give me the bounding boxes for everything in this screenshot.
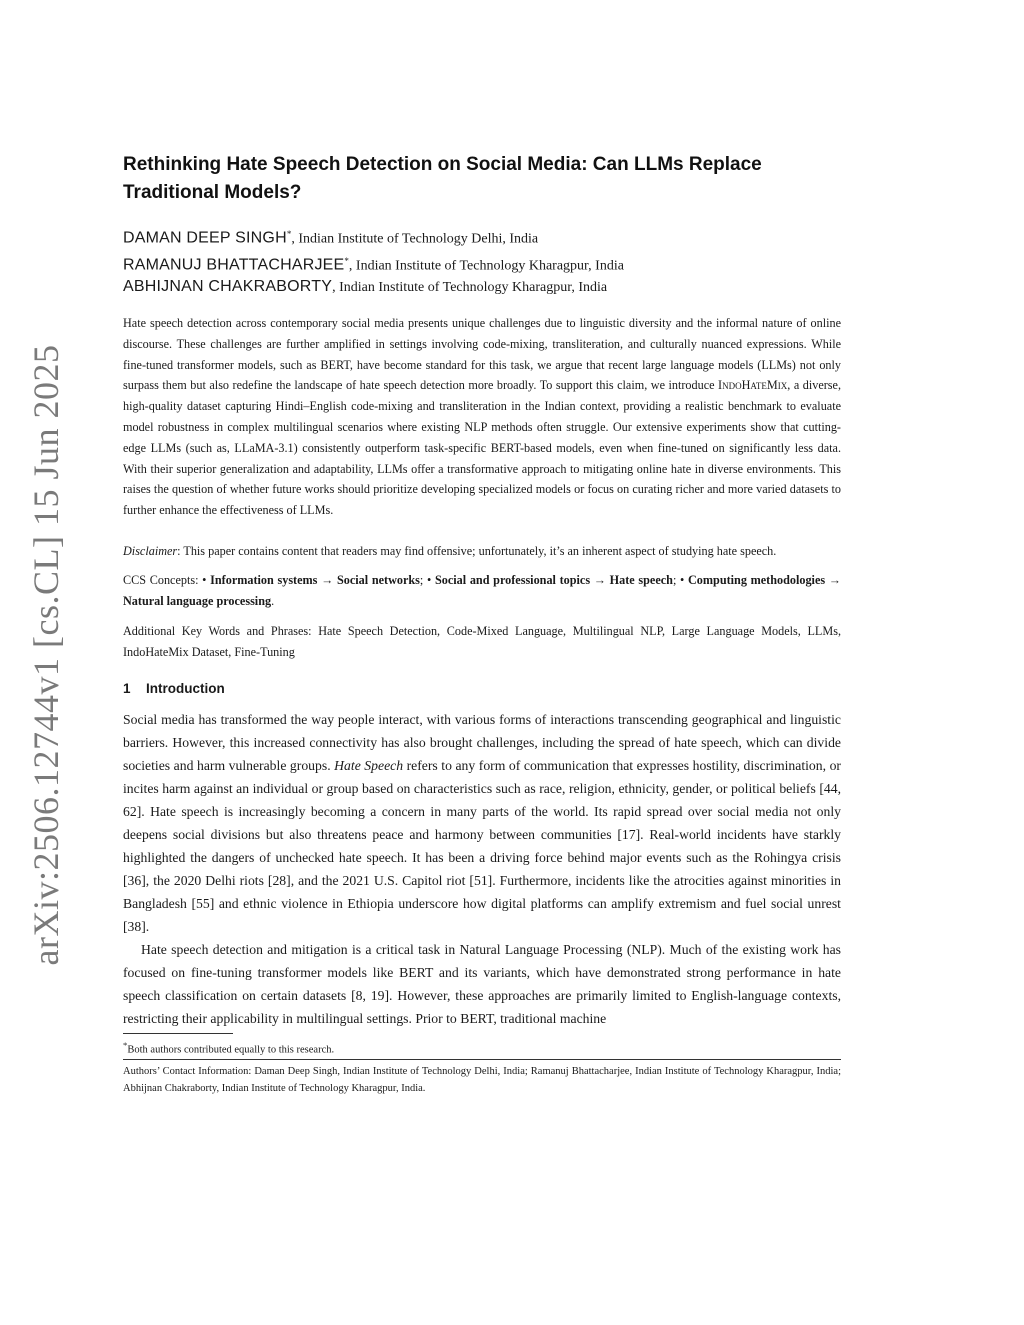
paragraph-text: Social media has transformed the way people interact, with various forms of interactions transcending geographical and linguistic barriers. However, this increased connectivity has also brought challenges, including the spread of hate speech, which can divide societies and harm vulnerable groups. [123, 712, 841, 773]
ccs-concept-path: Computing methodologies → Natural language processing [123, 573, 841, 608]
author-entry [123, 222, 841, 249]
footnote-marker: * [123, 1040, 128, 1050]
abstract-text-part2: , a diverse, high-quality dataset capturing Hindi–English code-mixing and transliteration in the Indian context, providing a realistic benchmark to evaluate model robustness in complex multilingual scenarios where existing NLP methods often struggle. Our extensive experiments show that cutting-edge LLMs (such as, LLaMA-3.1) consistently outperform task-specific BERT-based models, even when fine-tuned on significantly less data. With their superior generalization and adaptability, LLMs offer a transformative approach to mitigating online hate in diverse environments. This raises the question of whether future works should prioritize developing specialized models or focus on curating richer and more varied datasets to further enhance the effectiveness of LLMs. [123, 378, 841, 518]
ccs-separator: ; [419, 573, 428, 587]
ccs-separator: . [271, 593, 275, 608]
ccs-bullet: • [680, 573, 688, 587]
author-contact-info: Authors’ Contact Information: Daman Deep Singh, Indian Institute of Technology Delhi, India; Ramanuj Bhattacharjee, Indian Institute of Technology Kharagpur, India; Abhijnan Chakraborty, Indian Institute of Technology Kharagpur, India. [123, 1066, 841, 1094]
ccs-label: CCS Concepts: [123, 573, 203, 587]
keywords-label: Additional Key Words and Phrases: [123, 624, 319, 638]
ccs-concept-path: Social and professional topics → Hate speech [434, 573, 673, 587]
author-list [123, 222, 841, 302]
ccs-concept-path: Information systems → Social networks [210, 573, 420, 587]
keywords-text: Hate Speech Detection, Code-Mixed Language, Multilingual NLP, Large Language Models, LLMs, IndoHateMix Dataset, Fine-Tuning [123, 624, 841, 659]
abstract [123, 313, 841, 521]
ccs-concepts [123, 570, 841, 612]
section-number: 1 [123, 681, 131, 696]
footnote-text: Both authors contributed equally to this research. [127, 1044, 335, 1056]
section-heading [123, 681, 225, 696]
body-paragraph: Hate speech detection and mitigation is a critical task in Natural Language Processing (NLP). Much of the existing work has focused on fine-tuning transformer models like BERT and its variants, which have demonstrated strong performance in hate speech classification on certain datasets [8, 19]. However, these approaches are primarily limited to English-language contexts, restricting their applicability in multilingual settings. Prior to BERT, traditional machine [123, 942, 841, 1026]
author-marker: * [344, 255, 349, 266]
author-name: RAMANUJ BHATTACHARJEE [123, 256, 345, 274]
ccs-bullet: • [427, 573, 435, 587]
ccs-separator: ; [672, 573, 681, 587]
ccs-bullet: • [202, 573, 211, 587]
disclaimer [123, 541, 841, 562]
author-name: ABHIJNAN CHAKRABORTY [123, 278, 333, 295]
disclaimer-text: : This paper contains content that readers may find offensive; unfortunately, it’s an inherent aspect of studying hate speech. [177, 544, 777, 558]
emphasized-term: Hate Speech [334, 758, 404, 773]
author-entry [123, 275, 841, 302]
author-name: DAMAN DEEP SINGH [123, 229, 287, 247]
introduction-body [123, 708, 841, 1030]
author-affiliation: , Indian Institute of Technology Delhi, India [291, 231, 539, 247]
dataset-name: IndoHateMix [718, 378, 788, 393]
author-marker: * [286, 229, 292, 239]
footnote-divider [123, 1033, 233, 1034]
arxiv-sidebar-stamp: arXiv:2506.12744v1 [cs.CL] 15 Jun 2025 [26, 344, 66, 966]
keywords [123, 621, 841, 663]
contact-divider [123, 1059, 841, 1060]
paragraph-text: refers to any form of communication that expresses hostility, discrimination, or incites harm against an individual or group based on characteristics such as race, religion, ethnicity, gender, or political beliefs [44, 62]. Hate speech is increasingly becoming a concern in many parts of the world. Its rapid spread over social media not only deepens social divisions but also threatens peace and harmony between communities [17]. Real-world incidents have starkly highlighted the dangers of unchecked hate speech. It has been a driving force behind major events such as the Rohingya crisis [36], the 2020 Delhi riots [28], and the 2021 U.S. Capitol riot [51]. Furthermore, incidents like the atrocities against minorities in Bangladesh [55] and ethnic violence in Ethiopia underscore how digital platforms can amplify extremism and fuel social unrest [38]. [123, 758, 841, 934]
disclaimer-label: Disclaimer [123, 544, 178, 558]
footnote [123, 1037, 334, 1059]
author-entry [123, 249, 841, 276]
author-affiliation: , Indian Institute of Technology Kharagpur, India [348, 258, 624, 274]
body-paragraph [123, 708, 841, 938]
section-title: Introduction [146, 681, 225, 696]
abstract-text-part1: Hate speech detection across contemporary social media presents unique challenges due to linguistic diversity and the informal nature of online discourse. These challenges are further amplified in settings involving code-mixing, transliteration, and culturally nuanced expressions. While fine-tuned transformer models, such as BERT, have become standard for this task, we argue that recent large language models (LLMs) not only surpass them but also redefine the landscape of hate speech detection more broadly. To support this claim, we introduce [123, 316, 841, 393]
paper-title: Rethinking Hate Speech Detection on Social Media: Can LLMs Replace Traditional Models? [123, 154, 762, 203]
author-affiliation: , Indian Institute of Technology Kharagpur, India [332, 280, 608, 295]
